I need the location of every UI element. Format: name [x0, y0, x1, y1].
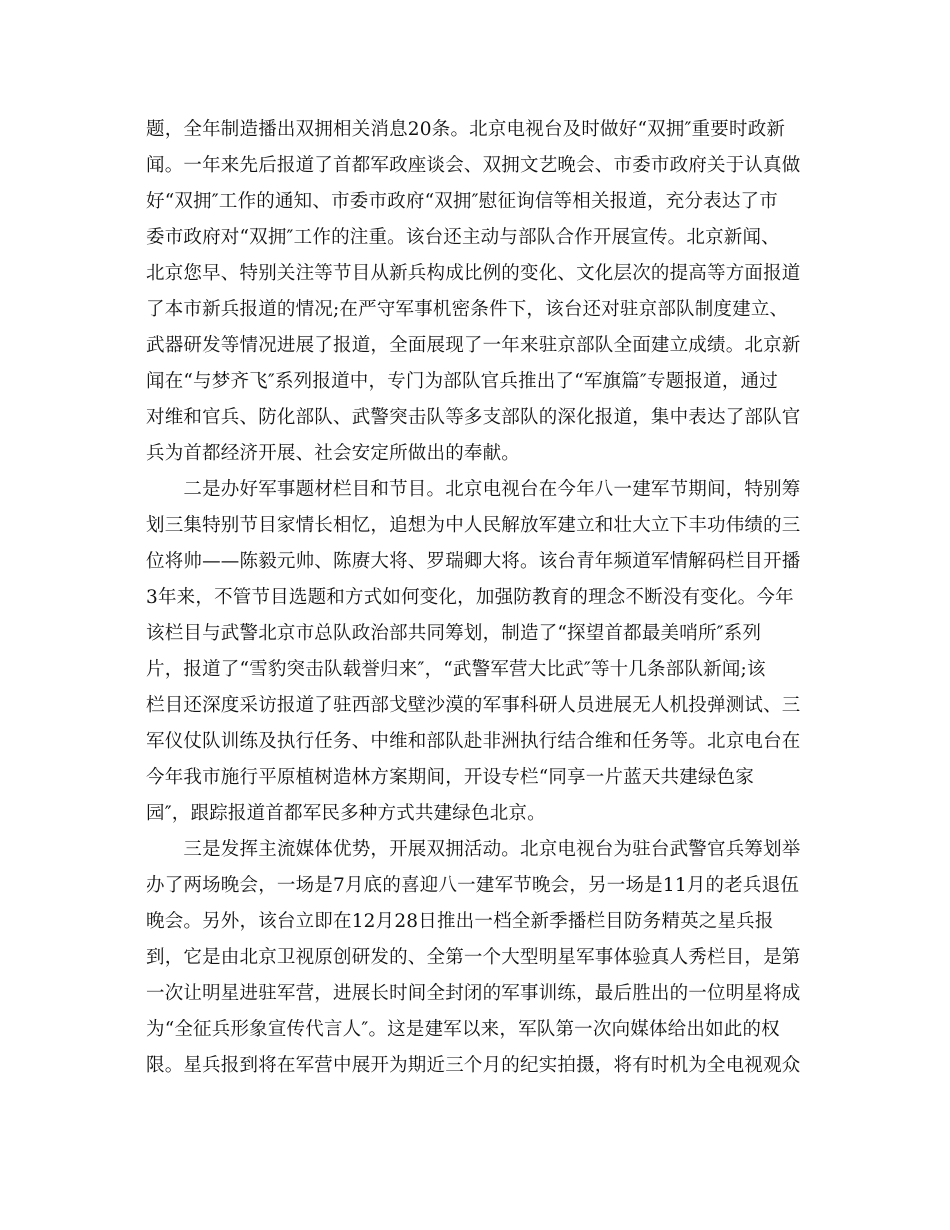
text-line: 位将帅——陈毅元帅、陈赓大将、罗瑞卿大将。该台青年频道军情解码栏目开播 — [146, 551, 801, 572]
text-line: 晚会。另外，该台立即在12月28日推出一档全新季播栏目防务精英之星兵报 — [146, 911, 774, 932]
text-line: 闻在“与梦齐飞″系列报道中，专门为部队官兵推出了“军旗篇″专题报道，通过 — [146, 371, 778, 392]
text-line: 限。星兵报到将在军营中展开为期近三个月的纪实拍摄，将有时机为全电视观众 — [146, 1055, 801, 1076]
text-line: 北京您早、特别关注等节目从新兵构成比例的变化、文化层次的提高等方面报道 — [146, 263, 801, 284]
text-line: 对维和官兵、防化部队、武警突击队等多支部队的深化报道，集中表达了部队官 — [146, 407, 801, 428]
text-line: 一次让明星进驻军营，进展长时间全封闭的军事训练，最后胜出的一位明星将成 — [146, 983, 801, 1004]
text-line: 三是发挥主流媒体优势，开展双拥活动。北京电视台为驻台武警官兵筹划举 — [146, 839, 801, 860]
text-line: 今年我市施行平原植树造林方案期间，开设专栏“同享一片蓝天共建绿色家 — [146, 767, 755, 788]
text-line: 3年来，不管节目选题和方式如何变化，加强防教育的理念不断没有变化。今年 — [146, 587, 794, 608]
text-line: 闻。一年来先后报道了首都军政座谈会、双拥文艺晚会、市委市政府关于认真做 — [146, 155, 801, 176]
text-line: 好“双拥″工作的通知、市委市政府“双拥″慰征询信等相关报道，充分表达了市 — [146, 191, 778, 212]
text-line: 办了两场晚会，一场是7月底的喜迎八一建军节晚会，另一场是11月的老兵退伍 — [146, 875, 800, 896]
text-line: 为“全征兵形象宣传代言人″。这是建军以来，军队第一次向媒体给出如此的权 — [146, 1019, 780, 1040]
text-line: 到，它是由北京卫视原创研发的、全第一个大型明星军事体验真人秀栏目，是第 — [146, 947, 801, 968]
document-body — [146, 112, 810, 1084]
text-line: 二是办好军事题材栏目和节目。北京电视台在今年八一建军节期间，特别筹 — [146, 479, 801, 500]
text-line: 片，报道了“雪豹突击队载誉归来″，“武警军营大比武″等十几条部队新闻;该 — [146, 659, 766, 680]
text-line: 栏目还深度采访报道了驻西部戈壁沙漠的军事科研人员进展无人机投弹测试、三 — [146, 695, 801, 716]
text-line: 军仪仗队训练及执行任务、中维和部队赴非洲执行结合维和任务等。北京电台在 — [146, 731, 801, 752]
text-line: 划三集特别节目家情长相忆，追想为中人民解放军建立和壮大立下丰功伟绩的三 — [146, 515, 801, 536]
text-line: 武器研发等情况进展了报道，全面展现了一年来驻京部队全面建立成绩。北京新 — [146, 335, 801, 356]
text-line: 园″，跟踪报道首都军民多种方式共建绿色北京。 — [146, 803, 546, 824]
text-line: 兵为首都经济开展、社会安定所做出的奉献。 — [146, 443, 521, 464]
text-line: 该栏目与武警北京市总队政治部共同筹划，制造了“探望首都最美哨所″系列 — [146, 623, 762, 644]
text-line: 了本市新兵报道的情况;在严守军事机密条件下，该台还对驻京部队制度建立、 — [146, 299, 789, 320]
text-line: 题，全年制造播出双拥相关消息20条。北京电视台及时做好“双拥″重要时政新 — [146, 119, 786, 140]
text-line: 委市政府对“双拥″工作的注重。该台还主动与部队合作开展宣传。北京新闻、 — [146, 227, 780, 248]
